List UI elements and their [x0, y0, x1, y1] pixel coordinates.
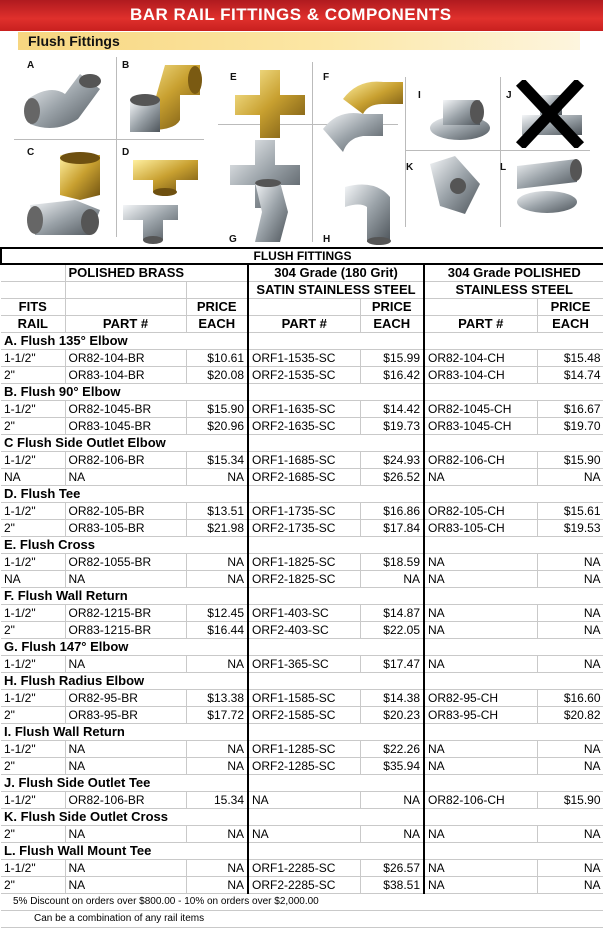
flush-wall-return-i-image: [425, 90, 500, 145]
brass-price-cell: $20.96: [186, 418, 248, 435]
brass-price-cell: $13.51: [186, 503, 248, 520]
satin-part-cell: ORF2-1825-SC: [248, 571, 360, 588]
flush-wall-mount-tee-image: [512, 154, 582, 219]
section-title: C Flush Side Outlet Elbow: [1, 435, 248, 452]
rail-size-cell: 1-1/2": [1, 401, 65, 418]
polished-header-type: STAINLESS STEEL: [424, 282, 603, 299]
section-header-row: [1, 588, 603, 605]
flush-side-outlet-tee-image: [512, 80, 592, 148]
polished-price-cell: NA: [537, 605, 603, 622]
polished-price-cell: NA: [537, 741, 603, 758]
brass-price-cell: $15.90: [186, 401, 248, 418]
brass-price-cell: NA: [186, 741, 248, 758]
section-title: G. Flush 147° Elbow: [1, 639, 248, 656]
satin-part-cell: ORF1-365-SC: [248, 656, 360, 673]
rail-size-cell: 1-1/2": [1, 554, 65, 571]
polished-price-cell: $15.90: [537, 792, 603, 809]
section-header-row: [1, 333, 603, 350]
satin-price-cell: $14.42: [360, 401, 424, 418]
flush-135-elbow-image: [20, 64, 110, 139]
satin-price-cell: $22.26: [360, 741, 424, 758]
polished-price-cell: NA: [537, 826, 603, 843]
polished-part-cell: NA: [424, 860, 537, 877]
polished-price-cell: NA: [537, 469, 603, 486]
satin-price-cell: NA: [360, 826, 424, 843]
polished-price-cell: NA: [537, 622, 603, 639]
rail-size-cell: 2": [1, 418, 65, 435]
table-row: [1, 826, 603, 843]
brass-price-cell: NA: [186, 571, 248, 588]
figure-c-label: C: [27, 147, 35, 158]
table-row: [1, 520, 603, 537]
satin-part-cell: ORF1-1685-SC: [248, 452, 360, 469]
satin-part-cell: ORF2-1635-SC: [248, 418, 360, 435]
brass-part-cell: NA: [65, 877, 186, 894]
brass-price-cell: NA: [186, 758, 248, 775]
flush-side-outlet-elbow-image: [20, 150, 115, 245]
brass-part-cell: OR83-104-BR: [65, 367, 186, 384]
title-banner: [0, 0, 603, 31]
rail-size-cell: 2": [1, 826, 65, 843]
table-row: [1, 401, 603, 418]
brass-price-cell: $12.45: [186, 605, 248, 622]
satin-price-cell: $22.05: [360, 622, 424, 639]
satin-price-cell: $19.73: [360, 418, 424, 435]
polished-part-cell: OR82-1045-CH: [424, 401, 537, 418]
table-row: [1, 656, 603, 673]
table-row: [1, 350, 603, 367]
polished-part-cell: NA: [424, 571, 537, 588]
flush-side-outlet-cross-image: [425, 154, 490, 219]
polished-part-cell: NA: [424, 877, 537, 894]
polished-part-cell: OR82-106-CH: [424, 792, 537, 809]
brass-price-cell: NA: [186, 826, 248, 843]
divider: [405, 150, 590, 151]
polished-part-cell: OR82-95-CH: [424, 690, 537, 707]
figure-l-label: L: [500, 162, 507, 173]
table-row: [1, 418, 603, 435]
rail-size-cell: 1-1/2": [1, 690, 65, 707]
each-header: EACH: [537, 316, 603, 333]
brass-part-cell: NA: [65, 656, 186, 673]
figure-f-label: F: [323, 72, 330, 83]
table-row: [1, 690, 603, 707]
satin-price-cell: $18.59: [360, 554, 424, 571]
brass-price-cell: $13.38: [186, 690, 248, 707]
fits-header: FITS: [1, 299, 65, 316]
satin-part-cell: ORF2-403-SC: [248, 622, 360, 639]
polished-part-cell: NA: [424, 656, 537, 673]
flush-fittings-table: [0, 247, 603, 928]
figure-i-label: I: [418, 90, 421, 101]
section-header-row: [1, 809, 603, 826]
satin-part-cell: ORF2-1535-SC: [248, 367, 360, 384]
polished-price-cell: $19.53: [537, 520, 603, 537]
section-title: I. Flush Wall Return: [1, 724, 248, 741]
brass-price-cell: $17.72: [186, 707, 248, 724]
divider: [312, 62, 313, 242]
figure-a-label: A: [27, 60, 35, 71]
brass-part-cell: OR83-105-BR: [65, 520, 186, 537]
polished-part-cell: NA: [424, 605, 537, 622]
table-row: [1, 622, 603, 639]
satin-price-cell: $17.84: [360, 520, 424, 537]
brass-part-cell: OR82-106-BR: [65, 452, 186, 469]
section-header-row: [1, 384, 603, 401]
divider: [14, 139, 204, 140]
satin-part-cell: NA: [248, 826, 360, 843]
satin-price-cell: $14.87: [360, 605, 424, 622]
satin-part-cell: ORF1-1635-SC: [248, 401, 360, 418]
brass-price-cell: NA: [186, 554, 248, 571]
flush-wall-return-image: [318, 74, 408, 159]
polished-price-cell: NA: [537, 877, 603, 894]
section-header-row: [1, 486, 603, 503]
satin-part-cell: ORF1-1735-SC: [248, 503, 360, 520]
table-row: [1, 469, 603, 486]
brass-part-cell: NA: [65, 741, 186, 758]
table-row: [1, 367, 603, 384]
section-title: F. Flush Wall Return: [1, 588, 248, 605]
satin-price-cell: $24.93: [360, 452, 424, 469]
brass-part-cell: OR82-1215-BR: [65, 605, 186, 622]
satin-part-cell: ORF1-1285-SC: [248, 741, 360, 758]
polished-part-cell: NA: [424, 469, 537, 486]
satin-part-cell: ORF1-2285-SC: [248, 860, 360, 877]
brass-part-cell: OR82-1055-BR: [65, 554, 186, 571]
rail-size-cell: 1-1/2": [1, 452, 65, 469]
polished-price-cell: NA: [537, 554, 603, 571]
section-title: L. Flush Wall Mount Tee: [1, 843, 248, 860]
rail-header: RAIL: [1, 316, 65, 333]
section-header-row: [1, 673, 603, 690]
rail-size-cell: 1-1/2": [1, 350, 65, 367]
each-header: EACH: [360, 316, 424, 333]
satin-price-cell: $20.23: [360, 707, 424, 724]
figure-h-label: H: [323, 234, 331, 245]
divider: [500, 77, 501, 227]
price-header: PRICE: [186, 299, 248, 316]
brass-header: POLISHED BRASS: [65, 264, 248, 282]
polished-price-cell: $15.48: [537, 350, 603, 367]
satin-price-cell: $14.38: [360, 690, 424, 707]
rail-size-cell: 1-1/2": [1, 860, 65, 877]
section-title: D. Flush Tee: [1, 486, 248, 503]
footer-row: [1, 911, 603, 928]
polished-part-cell: OR83-105-CH: [424, 520, 537, 537]
satin-part-cell: ORF1-1825-SC: [248, 554, 360, 571]
brass-price-cell: NA: [186, 469, 248, 486]
subtitle-bar: [18, 32, 580, 50]
polished-price-cell: NA: [537, 860, 603, 877]
rail-size-cell: 2": [1, 877, 65, 894]
table-row: [1, 554, 603, 571]
satin-header-type: SATIN STAINLESS STEEL: [248, 282, 424, 299]
table-row: [1, 707, 603, 724]
section-header-row: [1, 775, 603, 792]
polished-header-grade: 304 Grade POLISHED: [424, 264, 603, 282]
footer-row: [1, 894, 603, 911]
satin-price-cell: $15.99: [360, 350, 424, 367]
rail-size-cell: 1-1/2": [1, 503, 65, 520]
brass-part-cell: OR83-1045-BR: [65, 418, 186, 435]
rail-size-cell: 2": [1, 520, 65, 537]
brass-price-cell: NA: [186, 656, 248, 673]
table-row: [1, 605, 603, 622]
rail-size-cell: 1-1/2": [1, 605, 65, 622]
section-title: Flush Fittings: [28, 33, 120, 49]
rail-size-cell: NA: [1, 469, 65, 486]
brass-price-cell: 15.34: [186, 792, 248, 809]
table-row: [1, 758, 603, 775]
combination-note: Can be a combination of any rail items: [1, 911, 603, 928]
satin-price-cell: $26.57: [360, 860, 424, 877]
satin-price-cell: $17.47: [360, 656, 424, 673]
brass-part-cell: OR82-1045-BR: [65, 401, 186, 418]
satin-price-cell: $26.52: [360, 469, 424, 486]
section-title: E. Flush Cross: [1, 537, 248, 554]
satin-part-cell: NA: [248, 792, 360, 809]
section-header-row: [1, 843, 603, 860]
figure-j-label: J: [506, 90, 512, 101]
brass-price-cell: $10.61: [186, 350, 248, 367]
table-row: [1, 452, 603, 469]
polished-price-cell: $16.60: [537, 690, 603, 707]
table-row: [1, 741, 603, 758]
rail-size-cell: 1-1/2": [1, 792, 65, 809]
satin-price-cell: $16.86: [360, 503, 424, 520]
brass-part-cell: NA: [65, 469, 186, 486]
brass-price-cell: NA: [186, 860, 248, 877]
satin-part-cell: ORF1-403-SC: [248, 605, 360, 622]
polished-part-cell: NA: [424, 826, 537, 843]
brass-price-cell: $20.08: [186, 367, 248, 384]
brass-part-cell: OR83-95-BR: [65, 707, 186, 724]
rail-size-cell: NA: [1, 571, 65, 588]
polished-price-cell: $16.67: [537, 401, 603, 418]
satin-part-cell: ORF2-1685-SC: [248, 469, 360, 486]
rail-size-cell: 1-1/2": [1, 741, 65, 758]
section-title: H. Flush Radius Elbow: [1, 673, 248, 690]
brass-part-cell: NA: [65, 826, 186, 843]
polished-price-cell: $15.61: [537, 503, 603, 520]
rail-size-cell: 2": [1, 367, 65, 384]
satin-part-cell: ORF1-1585-SC: [248, 690, 360, 707]
table-row: [1, 860, 603, 877]
polished-part-cell: OR82-104-CH: [424, 350, 537, 367]
satin-part-cell: ORF1-1535-SC: [248, 350, 360, 367]
polished-part-cell: NA: [424, 741, 537, 758]
section-header-row: [1, 724, 603, 741]
polished-part-cell: NA: [424, 622, 537, 639]
section-header-row: [1, 435, 603, 452]
brass-part-cell: NA: [65, 758, 186, 775]
figure-e-label: E: [230, 72, 237, 83]
section-title: A. Flush 135° Elbow: [1, 333, 248, 350]
section-header-row: [1, 537, 603, 554]
section-header-row: [1, 639, 603, 656]
figure-b-label: B: [122, 60, 130, 71]
brass-price-cell: $15.34: [186, 452, 248, 469]
brass-price-cell: $16.44: [186, 622, 248, 639]
section-title: K. Flush Side Outlet Cross: [1, 809, 248, 826]
price-header: PRICE: [360, 299, 424, 316]
polished-part-cell: OR83-95-CH: [424, 707, 537, 724]
brass-part-cell: OR82-95-BR: [65, 690, 186, 707]
satin-price-cell: $16.42: [360, 367, 424, 384]
polished-part-cell: OR82-106-CH: [424, 452, 537, 469]
polished-price-cell: NA: [537, 656, 603, 673]
polished-part-cell: OR83-104-CH: [424, 367, 537, 384]
part-header: PART #: [424, 316, 537, 333]
satin-part-cell: ORF2-1735-SC: [248, 520, 360, 537]
divider: [116, 57, 117, 237]
table-row: [1, 503, 603, 520]
rail-size-cell: 2": [1, 622, 65, 639]
figure-k-label: K: [406, 162, 414, 173]
satin-part-cell: ORF2-1585-SC: [248, 707, 360, 724]
polished-price-cell: NA: [537, 758, 603, 775]
table-row: [1, 571, 603, 588]
fittings-photo-panel: [0, 52, 603, 247]
rail-size-cell: 1-1/2": [1, 656, 65, 673]
section-title: B. Flush 90° Elbow: [1, 384, 248, 401]
flush-90-elbow-image: [125, 60, 207, 135]
polished-price-cell: $15.90: [537, 452, 603, 469]
rail-size-cell: 2": [1, 758, 65, 775]
satin-header-grade: 304 Grade (180 Grit): [248, 264, 424, 282]
satin-price-cell: NA: [360, 571, 424, 588]
table-row: [1, 877, 603, 894]
satin-price-cell: NA: [360, 792, 424, 809]
polished-part-cell: OR82-105-CH: [424, 503, 537, 520]
table-title: FLUSH FITTINGS: [1, 248, 603, 264]
satin-price-cell: $35.94: [360, 758, 424, 775]
satin-part-cell: ORF2-2285-SC: [248, 877, 360, 894]
flush-tee-image: [118, 150, 208, 245]
brass-part-cell: OR82-105-BR: [65, 503, 186, 520]
polished-price-cell: $20.82: [537, 707, 603, 724]
polished-part-cell: NA: [424, 554, 537, 571]
brass-price-cell: $21.98: [186, 520, 248, 537]
polished-part-cell: OR83-1045-CH: [424, 418, 537, 435]
discount-note: 5% Discount on orders over $800.00 - 10% on orders over $2,000.00: [1, 894, 603, 911]
brass-part-cell: OR82-106-BR: [65, 792, 186, 809]
polished-price-cell: $14.74: [537, 367, 603, 384]
page-title: BAR RAIL FITTINGS & COMPONENTS: [130, 5, 452, 24]
part-header: PART #: [65, 316, 186, 333]
figure-d-label: D: [122, 147, 130, 158]
flush-147-elbow-image: [240, 177, 300, 245]
polished-price-cell: NA: [537, 571, 603, 588]
flush-radius-elbow-image: [335, 177, 400, 245]
satin-price-cell: $38.51: [360, 877, 424, 894]
rail-size-cell: 2": [1, 707, 65, 724]
brass-part-cell: OR82-104-BR: [65, 350, 186, 367]
price-header: PRICE: [537, 299, 603, 316]
polished-part-cell: NA: [424, 758, 537, 775]
satin-part-cell: ORF2-1285-SC: [248, 758, 360, 775]
brass-part-cell: NA: [65, 860, 186, 877]
each-header: EACH: [186, 316, 248, 333]
table-row: [1, 792, 603, 809]
brass-part-cell: NA: [65, 571, 186, 588]
brass-part-cell: OR83-1215-BR: [65, 622, 186, 639]
section-title: J. Flush Side Outlet Tee: [1, 775, 248, 792]
brass-price-cell: NA: [186, 877, 248, 894]
polished-price-cell: $19.70: [537, 418, 603, 435]
figure-g-label: G: [229, 234, 237, 245]
part-header: PART #: [248, 316, 360, 333]
